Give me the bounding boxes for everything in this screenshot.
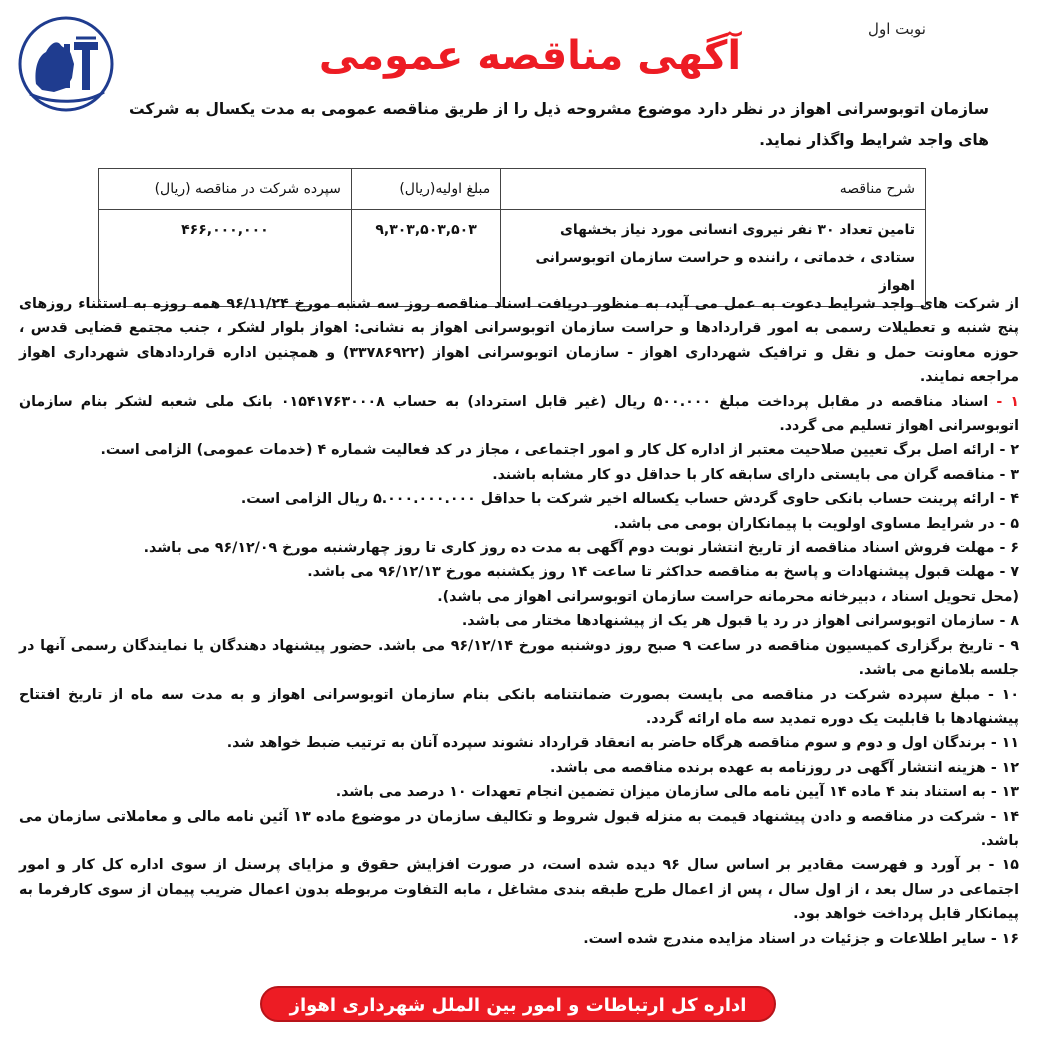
turn-label: نوبت اول xyxy=(868,20,926,38)
condition-item: ۱۶ - سایر اطلاعات و جزئیات در اسناد مزایده مندرج شده است. xyxy=(583,930,1019,947)
page-title: آگهی مناقصه عمومی xyxy=(318,33,742,79)
condition-item: ۱۱ - برندگان اول و دوم و سوم مناقصه هرگاه حاضر به انعقاد قرارداد نشوند سپرده آنان به ترتیب ضبط خواهد شد. xyxy=(226,735,1019,752)
condition-item: ۴ - ارائه پرینت حساب بانکی حاوی گردش حساب یکساله اخیر شرکت با حداقل ۵.۰۰۰.۰۰۰.۰۰۰ ریال الزامی است. xyxy=(240,491,1019,508)
header-deposit: سپرده شرکت در مناقصه (ریال) xyxy=(99,169,352,210)
table-header-row xyxy=(99,169,926,210)
intro-text: سازمان اتوبوسرانی اهواز در نظر دارد موضوع مشروحه ذیل را از طریق مناقصه عمومی به مدت یکسال به شرکت های واجد شرایط واگذار نماید. xyxy=(129,100,989,149)
condition-item: (محل تحویل اسناد ، دبیرخانه محرمانه حراست سازمان اتوبوسرانی اهواز می باشد). xyxy=(437,588,1019,605)
condition-item: ۷ - مهلت قبول پیشنهادات و پاسخ به مناقصه حداکثر تا ساعت ۱۴ روز یکشنبه مورخ ۹۶/۱۲/۱۳ می باشد. xyxy=(307,564,1019,581)
condition-item: ۶ - مهلت فروش اسناد مناقصه از تاریخ انتشار نوبت دوم آگهی به مدت ده روز کاری تا روز چهارشنبه مورخ ۹۶/۱۲/۰۹ می باشد. xyxy=(143,540,1019,557)
tender-table xyxy=(98,168,926,307)
header-description: شرح مناقصه xyxy=(501,169,926,210)
condition-item: ۱ - اسناد مناقصه در مقابل پرداخت مبلغ ۵۰۰.۰۰۰ ریال (غیر قابل استرداد) به حساب ۰۱۵۴۱۷۶۳۰۰۰۸ بانک ملی شعبه لشکر بنام سازمان اتوبوسرانی اهواز تسلیم می گردد. xyxy=(19,393,1019,435)
condition-item: ۵ - در شرایط مساوی اولویت با پیمانکاران بومی می باشد. xyxy=(613,515,1019,532)
condition-item: ۹ - تاریخ برگزاری کمیسیون مناقصه در ساعت ۹ صبح روز دوشنبه مورخ ۹۶/۱۲/۱۴ می باشد. حضور پیشنهاد دهندگان یا نمایندگان رسمی آنها در جلسه بلامانع می باشد. xyxy=(19,637,1019,679)
condition-item: ۱۲ - هزینه انتشار آگهی در روزنامه به عهده برنده مناقصه می باشد. xyxy=(550,759,1019,776)
condition-item: ۳ - مناقصه گران می بایستی دارای سابقه کار با حداقل دو کار مشابه باشند. xyxy=(492,466,1019,483)
condition-item: ۱۳ - به استناد بند ۴ ماده ۱۴ آیین نامه مالی سازمان میزان تضمین انجام تعهدات ۱۰ درصد می باشد. xyxy=(335,784,1019,801)
body-intro: از شرکت های واجد شرایط دعوت به عمل می آید، به منظور دریافت اسناد مناقصه روز سه شنبه مورخ ۹۶/۱۱/۲۴ همه روزه به استثناء روزهای پنج شنبه و تعطیلات رسمی به امور قراردادها و حراست سازمان اتوبوسرانی اهواز به نشانی: اهواز بلوار لشکر ، جنب مجتمع قضایی قدس ، حوزه معاونت حمل و نقل و ترافیک شهرداری اهواز - سازمان اتوبوسرانی اهواز (۳۳۷۸۶۹۲۲) و همچنین اداره قراردادهای شهرداری اهواز مراجعه نمایند. xyxy=(19,296,1020,386)
footer-banner: اداره کل ارتباطات و امور بین الملل شهرداری اهواز xyxy=(260,986,776,1022)
bus-organization-logo-icon xyxy=(16,14,116,114)
condition-item: ۱۴ - شرکت در مناقصه و دادن پیشنهاد قیمت به منزله قبول شروط و تکالیف سازمان در موضوع ماده ۱۳ آئین نامه مالی و معاملاتی سازمان می باشد. xyxy=(19,808,1019,849)
cell-initial-amount: ۹,۳۰۳,۵۰۳,۵۰۳ xyxy=(351,210,500,307)
conditions-body xyxy=(19,292,1019,951)
condition-item: ۲ - ارائه اصل برگ تعیین صلاحیت معتبر از اداره کل کار و امور اجتماعی ، مجاز در کد فعالیت شماره ۴ (خدمات عمومی) الزامی است. xyxy=(100,442,1019,459)
cell-description: تامین تعداد ۳۰ نفر نیروی انسانی مورد نیاز بخشهای ستادی ، خدماتی ، راننده و حراست سازمان اتوبوسرانی اهواز xyxy=(501,210,926,307)
cell-deposit: ۴۶۶,۰۰۰,۰۰۰ xyxy=(99,210,352,307)
condition-item: ۱۵ - بر آورد و فهرست مقادیر بر اساس سال ۹۶ دیده شده است، در صورت افزایش حقوق و مزایای پرسنل از سوی اداره کل کار و امور اجتماعی در سال بعد ، از اول سال ، پس از اعمال طرح طبقه بندی مشاغل ، مابه التفاوت مربوطه بدون اعمال ضریب پیمان از سوی کارفرما به پیمانکار قابل پرداخت خواهد بود. xyxy=(19,857,1019,923)
condition-item: ۱۰ - مبلغ سپرده شرکت در مناقصه می بایست بصورت ضمانتنامه بانکی بنام سازمان اتوبوسرانی اهواز و به مدت سه ماه از تاریخ افتتاح پیشنهادها با قابلیت یک دوره تمدید سه ماه ارائه گردد. xyxy=(19,686,1019,727)
header-initial-amount: مبلغ اولیه(ریال) xyxy=(351,169,500,210)
condition-item: ۸ - سازمان اتوبوسرانی اهواز در رد یا قبول هر یک از پیشنهادها مختار می باشد. xyxy=(461,613,1019,630)
